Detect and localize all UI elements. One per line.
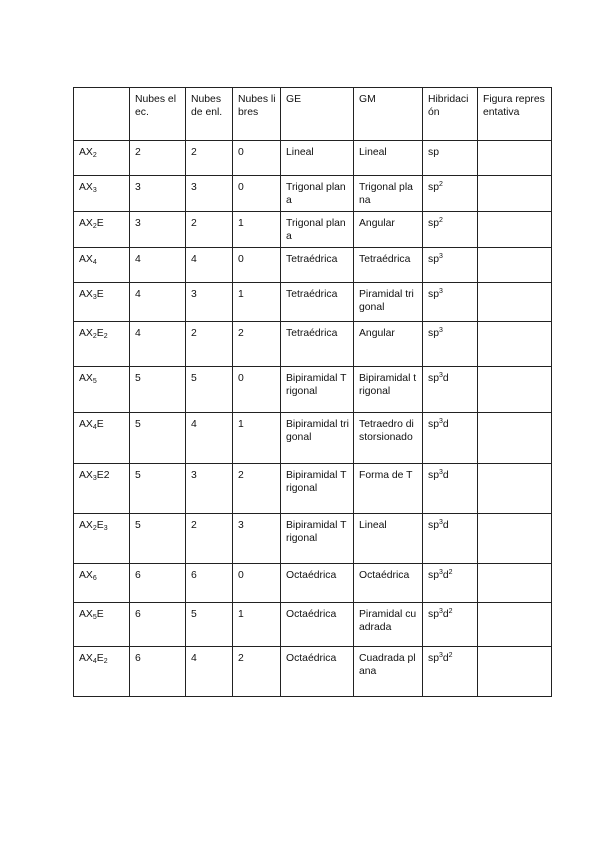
formula-part: 3 [92, 294, 97, 301]
cell-libres: 1 [233, 283, 281, 322]
formula-part: E [96, 653, 104, 664]
cell-elec: 4 [130, 248, 186, 283]
cell-gm: Tetraédrica [354, 248, 423, 283]
cell-formula [74, 367, 130, 413]
cell-fig [478, 603, 552, 647]
header-cell: GE [281, 88, 354, 141]
cell-formula [74, 212, 130, 248]
cell-formula [74, 141, 130, 176]
cell-ge: Octaédrica [281, 564, 354, 603]
formula-part: 2 [103, 658, 108, 665]
cell-gm: Lineal [354, 514, 423, 564]
cell-libres: 0 [233, 564, 281, 603]
formula-part: AX [79, 289, 93, 300]
cell-elec: 3 [130, 212, 186, 248]
header-cell: Hibridación [423, 88, 478, 141]
formula-part: 2 [103, 333, 108, 340]
hib-part: 3 [438, 288, 443, 295]
hib-part: 2 [438, 217, 443, 224]
cell-hib [423, 322, 478, 367]
header-cell: GM [354, 88, 423, 141]
cell-enl: 2 [186, 322, 233, 367]
cell-fig [478, 283, 552, 322]
cell-gm: Angular [354, 322, 423, 367]
cell-elec: 6 [130, 564, 186, 603]
cell-enl: 4 [186, 413, 233, 464]
header-cell [74, 88, 130, 141]
cell-gm: Angular [354, 212, 423, 248]
hib-part: 2 [448, 652, 453, 659]
cell-enl: 4 [186, 248, 233, 283]
cell-gm: Piramidal cuadrada [354, 603, 423, 647]
hib-part: d [442, 419, 449, 430]
cell-formula [74, 248, 130, 283]
header-cell: Nubes libres [233, 88, 281, 141]
cell-enl: 3 [186, 464, 233, 514]
formula-part: AX [79, 373, 93, 384]
cell-ge: Tetraédrica [281, 322, 354, 367]
formula-part: 2 [92, 333, 97, 340]
formula-part: E [96, 609, 104, 620]
cell-formula [74, 413, 130, 464]
cell-hib [423, 413, 478, 464]
formula-part: 5 [92, 614, 97, 621]
header-cell: Nubes elec. [130, 88, 186, 141]
table-row [74, 322, 552, 367]
table-body [74, 141, 552, 697]
formula-part: AX [79, 182, 93, 193]
hib-part: sp [428, 470, 439, 481]
formula-part: AX [79, 147, 93, 158]
cell-formula [74, 176, 130, 212]
cell-enl: 5 [186, 603, 233, 647]
cell-ge: Tetraédrica [281, 248, 354, 283]
hib-part: 2 [448, 569, 453, 576]
formula-part: 4 [92, 658, 97, 665]
formula-part: 2 [92, 525, 97, 532]
cell-formula [74, 283, 130, 322]
cell-hib [423, 176, 478, 212]
table-row [74, 413, 552, 464]
cell-ge: Bipiramidal Trigonal [281, 464, 354, 514]
hib-part: sp [428, 570, 439, 581]
vsepr-table [73, 87, 552, 697]
formula-part: 2 [92, 152, 97, 159]
table-row [74, 176, 552, 212]
cell-hib [423, 367, 478, 413]
cell-hib [423, 514, 478, 564]
table-row [74, 647, 552, 697]
cell-formula [74, 564, 130, 603]
cell-fig [478, 464, 552, 514]
cell-gm: Octaédrica [354, 564, 423, 603]
table-row [74, 564, 552, 603]
cell-elec: 5 [130, 514, 186, 564]
cell-enl: 4 [186, 647, 233, 697]
cell-gm: Piramidal trigonal [354, 283, 423, 322]
formula-part: 6 [92, 575, 97, 582]
formula-part: E [96, 218, 104, 229]
cell-gm: Forma de T [354, 464, 423, 514]
cell-fig [478, 176, 552, 212]
hib-part: sp [428, 147, 439, 158]
formula-part: AX [79, 570, 93, 581]
hib-part: sp [428, 218, 439, 229]
formula-part: 2 [92, 223, 97, 230]
cell-hib [423, 283, 478, 322]
header-row [74, 88, 552, 141]
formula-part: 4 [92, 424, 97, 431]
cell-enl: 6 [186, 564, 233, 603]
cell-hib [423, 248, 478, 283]
hib-part: sp [428, 182, 439, 193]
cell-libres: 1 [233, 603, 281, 647]
cell-libres: 2 [233, 322, 281, 367]
cell-ge: Trigonal plana [281, 212, 354, 248]
cell-formula [74, 322, 130, 367]
cell-elec: 6 [130, 603, 186, 647]
table-row [74, 283, 552, 322]
hib-part: 3 [438, 327, 443, 334]
table-row [74, 464, 552, 514]
hib-part: 3 [438, 418, 443, 425]
cell-ge: Octaédrica [281, 647, 354, 697]
cell-fig [478, 322, 552, 367]
hib-part: 3 [438, 253, 443, 260]
formula-part: AX [79, 653, 93, 664]
formula-part: E [96, 419, 104, 430]
hib-part: sp [428, 419, 439, 430]
cell-gm: Bipiramidal trigonal [354, 367, 423, 413]
hib-part: sp [428, 653, 439, 664]
cell-gm: Cuadrada plana [354, 647, 423, 697]
cell-fig [478, 514, 552, 564]
cell-hib [423, 141, 478, 176]
hib-part: 3 [438, 519, 443, 526]
cell-gm: Tetraedro distorsionado [354, 413, 423, 464]
cell-ge: Tetraédrica [281, 283, 354, 322]
table-row [74, 212, 552, 248]
header-cell: Nubes de enl. [186, 88, 233, 141]
cell-libres: 0 [233, 141, 281, 176]
formula-part: E [96, 328, 104, 339]
cell-libres: 3 [233, 514, 281, 564]
cell-ge: Lineal [281, 141, 354, 176]
cell-elec: 5 [130, 464, 186, 514]
cell-ge: Bipiramidal trigonal [281, 413, 354, 464]
formula-part: AX [79, 328, 93, 339]
table-row [74, 603, 552, 647]
hib-part: d [442, 470, 449, 481]
cell-elec: 4 [130, 322, 186, 367]
cell-fig [478, 564, 552, 603]
cell-libres: 0 [233, 248, 281, 283]
cell-ge: Bipiramidal Trigonal [281, 367, 354, 413]
table-row [74, 248, 552, 283]
cell-formula [74, 647, 130, 697]
hib-part: sp [428, 520, 439, 531]
formula-part: E2 [96, 470, 110, 481]
cell-libres: 1 [233, 413, 281, 464]
hib-part: d [442, 653, 449, 664]
hib-part: 3 [438, 372, 443, 379]
hib-part: d [442, 609, 449, 620]
hib-part: sp [428, 289, 439, 300]
cell-libres: 0 [233, 367, 281, 413]
hib-part: 3 [438, 608, 443, 615]
cell-hib [423, 603, 478, 647]
cell-enl: 3 [186, 176, 233, 212]
cell-libres: 2 [233, 647, 281, 697]
cell-fig [478, 212, 552, 248]
cell-gm: Trigonal plana [354, 176, 423, 212]
hib-part: d [442, 520, 449, 531]
cell-elec: 5 [130, 367, 186, 413]
table-row [74, 367, 552, 413]
hib-part: sp [428, 609, 439, 620]
formula-part: AX [79, 419, 93, 430]
cell-formula [74, 464, 130, 514]
cell-libres: 2 [233, 464, 281, 514]
cell-elec: 2 [130, 141, 186, 176]
cell-formula [74, 603, 130, 647]
cell-elec: 3 [130, 176, 186, 212]
cell-enl: 5 [186, 367, 233, 413]
hib-part: 2 [448, 608, 453, 615]
formula-part: AX [79, 470, 93, 481]
cell-elec: 4 [130, 283, 186, 322]
cell-fig [478, 141, 552, 176]
cell-hib [423, 464, 478, 514]
formula-part: 3 [103, 525, 108, 532]
hib-part: 3 [438, 652, 443, 659]
cell-fig [478, 248, 552, 283]
cell-hib [423, 564, 478, 603]
cell-ge: Octaédrica [281, 603, 354, 647]
cell-enl: 2 [186, 141, 233, 176]
cell-hib [423, 647, 478, 697]
formula-part: AX [79, 254, 93, 265]
cell-libres: 0 [233, 176, 281, 212]
formula-part: 3 [92, 187, 97, 194]
cell-enl: 3 [186, 283, 233, 322]
formula-part: E [96, 520, 104, 531]
formula-part: AX [79, 218, 93, 229]
hib-part: sp [428, 254, 439, 265]
formula-part: E [96, 289, 104, 300]
hib-part: d [442, 373, 449, 384]
hib-part: 3 [438, 469, 443, 476]
hib-part: d [442, 570, 449, 581]
table-row [74, 514, 552, 564]
hib-part: 2 [438, 181, 443, 188]
cell-enl: 2 [186, 212, 233, 248]
table-row [74, 141, 552, 176]
formula-part: AX [79, 609, 93, 620]
cell-libres: 1 [233, 212, 281, 248]
formula-part: 3 [92, 475, 97, 482]
hib-part: 3 [438, 569, 443, 576]
cell-fig [478, 413, 552, 464]
hib-part: sp [428, 328, 439, 339]
cell-elec: 6 [130, 647, 186, 697]
cell-formula [74, 514, 130, 564]
cell-elec: 5 [130, 413, 186, 464]
cell-fig [478, 647, 552, 697]
formula-part: 5 [92, 378, 97, 385]
formula-part: AX [79, 520, 93, 531]
header-cell: Figura representativa [478, 88, 552, 141]
formula-part: 4 [92, 259, 97, 266]
cell-hib [423, 212, 478, 248]
cell-fig [478, 367, 552, 413]
cell-gm: Lineal [354, 141, 423, 176]
cell-ge: Trigonal plana [281, 176, 354, 212]
cell-enl: 2 [186, 514, 233, 564]
hib-part: sp [428, 373, 439, 384]
cell-ge: Bipiramidal Trigonal [281, 514, 354, 564]
